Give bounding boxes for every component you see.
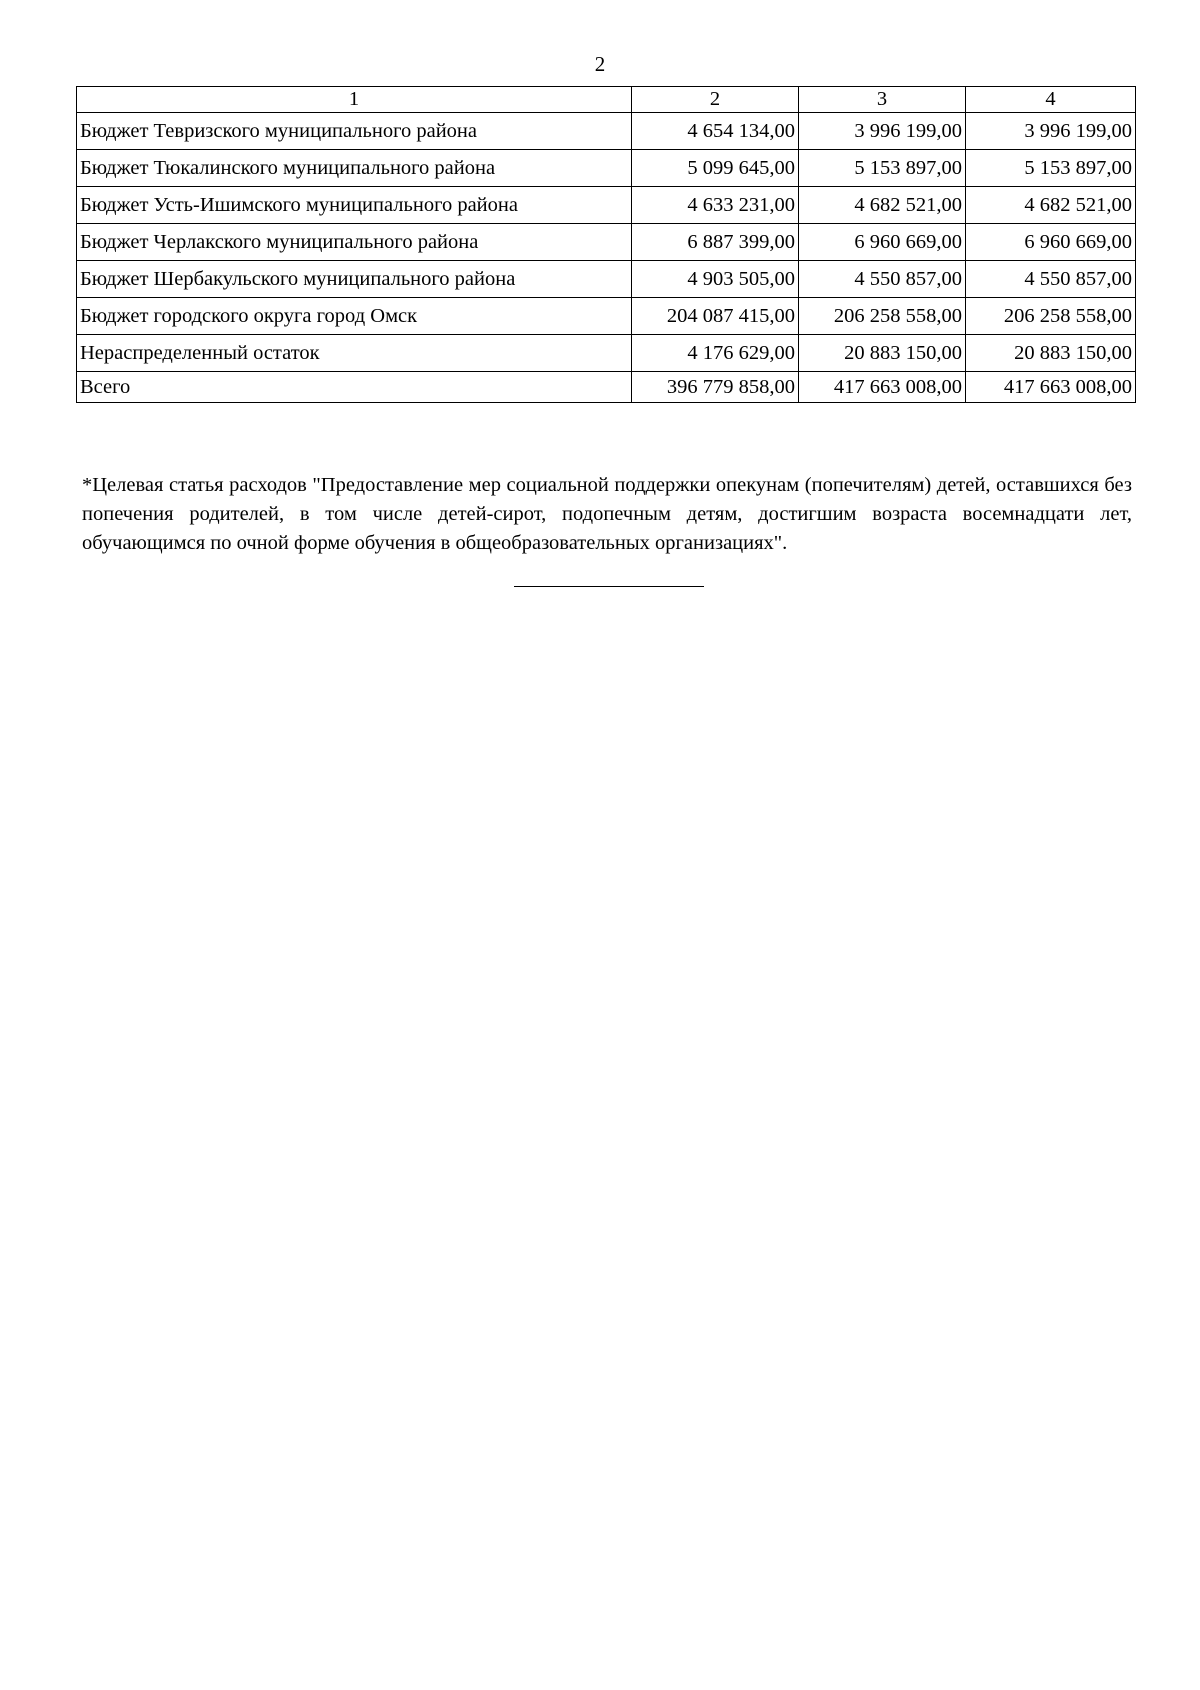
row-value-col2: 396 779 858,00 — [632, 372, 799, 403]
table-total-row — [77, 372, 1136, 403]
row-value-col2: 4 176 629,00 — [632, 335, 799, 372]
row-value-col4: 206 258 558,00 — [966, 298, 1136, 335]
table-header-row — [77, 87, 1136, 113]
end-of-document-rule — [514, 586, 704, 587]
row-value-col4: 4 682 521,00 — [966, 187, 1136, 224]
row-value-col3: 20 883 150,00 — [799, 335, 966, 372]
column-header-4: 4 — [966, 87, 1136, 113]
row-name: Бюджет Шербакульского муниципального района — [77, 261, 632, 298]
table-row — [77, 187, 1136, 224]
row-value-col4: 6 960 669,00 — [966, 224, 1136, 261]
table-row — [77, 261, 1136, 298]
row-value-col3: 3 996 199,00 — [799, 113, 966, 150]
row-name: Бюджет Черлакского муниципального района — [77, 224, 632, 261]
budget-allocation-table — [76, 86, 1136, 403]
row-value-col4: 5 153 897,00 — [966, 150, 1136, 187]
column-header-2: 2 — [632, 87, 799, 113]
row-value-col4: 20 883 150,00 — [966, 335, 1136, 372]
row-value-col2: 5 099 645,00 — [632, 150, 799, 187]
row-value-col2: 4 903 505,00 — [632, 261, 799, 298]
row-value-col3: 6 960 669,00 — [799, 224, 966, 261]
row-name: Нераспределенный остаток — [77, 335, 632, 372]
table-row — [77, 150, 1136, 187]
table-row — [77, 113, 1136, 150]
page-number: 2 — [594, 52, 606, 76]
column-header-3: 3 — [799, 87, 966, 113]
row-value-col4: 417 663 008,00 — [966, 372, 1136, 403]
row-value-col2: 6 887 399,00 — [632, 224, 799, 261]
table-row — [77, 298, 1136, 335]
row-value-col4: 4 550 857,00 — [966, 261, 1136, 298]
row-value-col2: 4 654 134,00 — [632, 113, 799, 150]
row-value-col2: 4 633 231,00 — [632, 187, 799, 224]
row-name: Бюджет городского округа город Омск — [77, 298, 632, 335]
row-name: Бюджет Тюкалинского муниципального района — [77, 150, 632, 187]
row-name: Бюджет Тевризского муниципального района — [77, 113, 632, 150]
row-value-col3: 206 258 558,00 — [799, 298, 966, 335]
row-value-col4: 3 996 199,00 — [966, 113, 1136, 150]
table-row — [77, 335, 1136, 372]
table-row — [77, 224, 1136, 261]
row-name: Бюджет Усть-Ишимского муниципального района — [77, 187, 632, 224]
row-value-col3: 4 682 521,00 — [799, 187, 966, 224]
row-value-col2: 204 087 415,00 — [632, 298, 799, 335]
column-header-1: 1 — [77, 87, 632, 113]
row-name: Всего — [77, 372, 632, 403]
row-value-col3: 4 550 857,00 — [799, 261, 966, 298]
footnote: *Целевая статья расходов "Предоставление мер социальной поддержки опекунам (попечителям) детей, оставшихся без попечения родителей, в том числе детей-сирот, подопечным детям, достигшим возраста восемнадцати лет, обучающимся по очной форме обучения в общеобразовательных организациях". — [82, 473, 1132, 554]
row-value-col3: 5 153 897,00 — [799, 150, 966, 187]
row-value-col3: 417 663 008,00 — [799, 372, 966, 403]
